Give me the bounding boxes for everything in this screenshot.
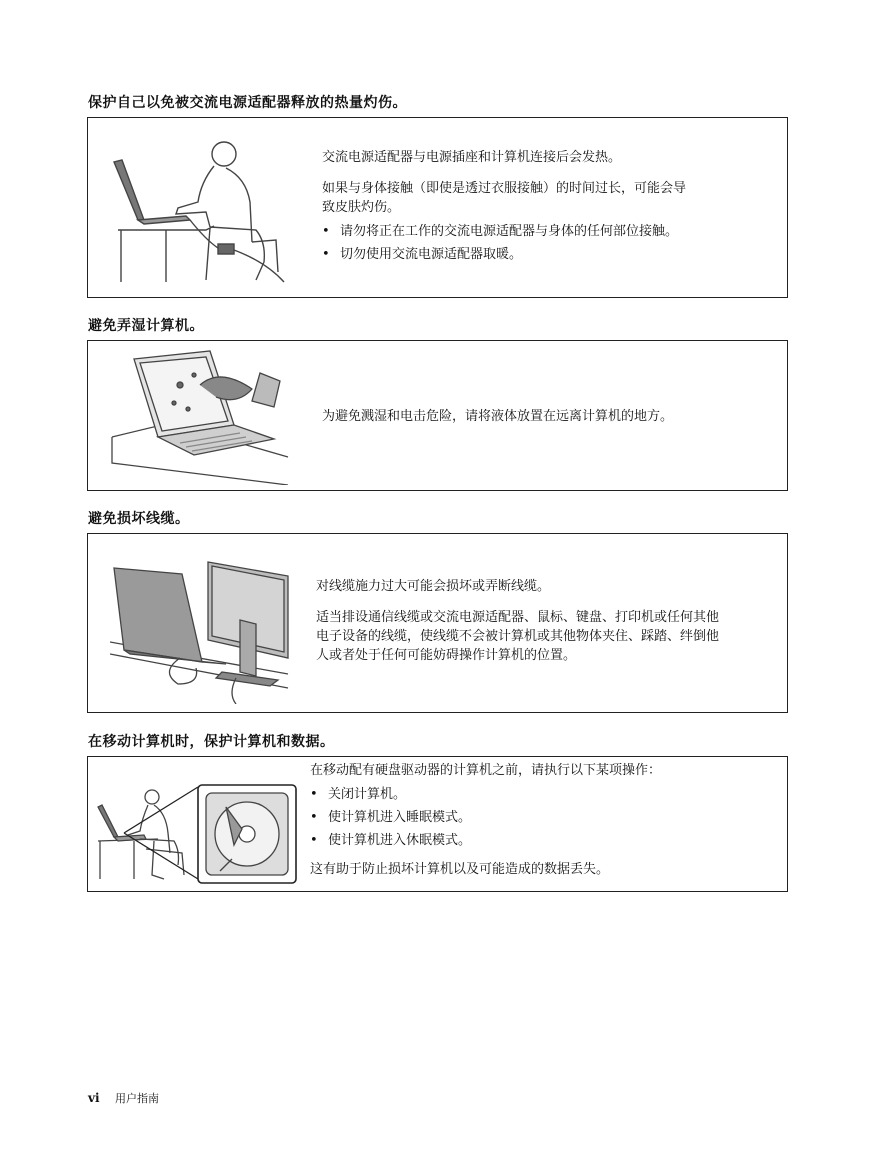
moving-bullet-3 bbox=[310, 831, 780, 850]
cables-para2-line1: 适当排设通信线缆或交流电源适配器、鼠标、键盘、打印机或任何其他 bbox=[316, 610, 720, 625]
cables-para2-line3: 人或者处于任何可能妨碍操作计算机的位置。 bbox=[316, 648, 577, 663]
moving-text bbox=[310, 761, 780, 879]
person-laptop-adapter-illustration bbox=[106, 132, 296, 284]
bullet-dot: • bbox=[322, 247, 330, 262]
bullet-text: 关闭计算机。 bbox=[328, 787, 407, 802]
liquid-para1: 为避免溅湿和电击危险，请将液体放置在远离计算机的地方。 bbox=[322, 409, 674, 424]
liquid-spill-laptop-illustration bbox=[110, 345, 290, 485]
section-heading-moving: 在移动计算机时，保护计算机和数据。 bbox=[88, 734, 335, 750]
moving-bullet-1 bbox=[310, 785, 780, 804]
cables-text bbox=[316, 577, 786, 665]
moving-intro: 在移动配有硬盘驱动器的计算机之前，请执行以下某项操作： bbox=[310, 763, 662, 778]
liquid-text bbox=[322, 407, 772, 426]
moving-bullet-2 bbox=[310, 808, 780, 827]
cable-damage-illustration bbox=[110, 554, 290, 704]
adapter-heat-text bbox=[322, 148, 772, 264]
adapter-heat-bullet-1 bbox=[322, 222, 772, 241]
page-number: vi bbox=[88, 1091, 100, 1105]
bullet-dot: • bbox=[310, 810, 318, 825]
document-title: 用户指南 bbox=[115, 1092, 160, 1105]
moving-outro: 这有助于防止损坏计算机以及可能造成的数据丢失。 bbox=[310, 862, 610, 877]
warning-box-liquid bbox=[87, 340, 788, 491]
hard-drive-move-illustration bbox=[94, 779, 304, 891]
section-heading-cables: 避免损坏线缆。 bbox=[88, 511, 190, 527]
section-heading-adapter-heat: 保护自己以免被交流电源适配器释放的热量灼伤。 bbox=[88, 95, 407, 111]
adapter-heat-para2-line1: 如果与身体接触（即使是透过衣服接触）的时间过长，可能会导 bbox=[322, 181, 687, 196]
bullet-dot: • bbox=[310, 833, 318, 848]
cables-para2-line2: 电子设备的线缆，使线缆不会被计算机或其他物体夹住、踩踏、绊倒他 bbox=[316, 629, 720, 644]
bullet-text: 请勿将正在工作的交流电源适配器与身体的任何部位接触。 bbox=[340, 224, 679, 239]
page-footer bbox=[88, 1090, 159, 1106]
bullet-dot: • bbox=[322, 224, 330, 239]
bullet-text: 使计算机进入睡眠模式。 bbox=[328, 810, 472, 825]
warning-box-moving bbox=[87, 756, 788, 892]
cables-para1: 对线缆施力过大可能会损坏或弄断线缆。 bbox=[316, 579, 551, 594]
bullet-text: 使计算机进入休眠模式。 bbox=[328, 833, 472, 848]
bullet-text: 切勿使用交流电源适配器取暖。 bbox=[340, 247, 523, 262]
section-heading-liquid: 避免弄湿计算机。 bbox=[88, 318, 204, 334]
warning-box-adapter-heat bbox=[87, 117, 788, 298]
bullet-dot: • bbox=[310, 787, 318, 802]
warning-box-cables bbox=[87, 533, 788, 713]
adapter-heat-bullet-2 bbox=[322, 245, 772, 264]
adapter-heat-para1: 交流电源适配器与电源插座和计算机连接后会发热。 bbox=[322, 150, 622, 165]
adapter-heat-para2-line2: 致皮肤灼伤。 bbox=[322, 200, 401, 215]
